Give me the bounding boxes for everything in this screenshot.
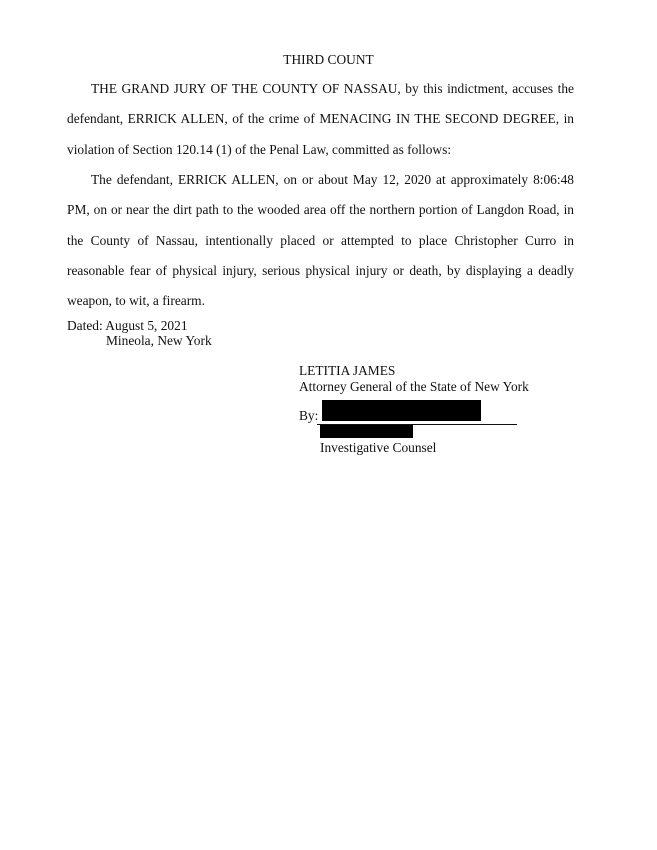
redaction-bar-name <box>320 425 413 438</box>
signatory-title: Investigative Counsel <box>320 440 437 455</box>
signatory-office: Attorney General of the State of New York <box>299 378 529 394</box>
count-heading: THIRD COUNT <box>283 52 374 67</box>
dated-line: Dated: August 5, 2021 <box>67 318 188 333</box>
dated-block <box>67 318 212 348</box>
facts-paragraph: The defendant, ERRICK ALLEN, on or about May 12, 2020 at approximately 8:06:48 PM, on or near the dirt path to the wooded area off the northern portion of Langdon Road, in the County of Nassau, intentionally placed or attempted to place Christopher Curro in reasonable fear of physical injury, serious physical injury or death, by displaying a deadly weapon, to wit, a firearm. <box>67 172 574 309</box>
accusation-paragraph: THE GRAND JURY OF THE COUNTY OF NASSAU, by this indictment, accuses the defendant, ERRICK ALLEN, of the crime of MENACING IN THE SECOND DEGREE, in violation of Section 120.14 (1) of the Penal Law, committed as follows: <box>67 81 574 157</box>
redaction-bar-signature <box>322 400 481 421</box>
dated-place: Mineola, New York <box>106 333 212 348</box>
signatory-name: LETITIA JAMES <box>299 363 396 378</box>
by-label: By: <box>299 408 319 423</box>
signature-block <box>299 363 529 394</box>
